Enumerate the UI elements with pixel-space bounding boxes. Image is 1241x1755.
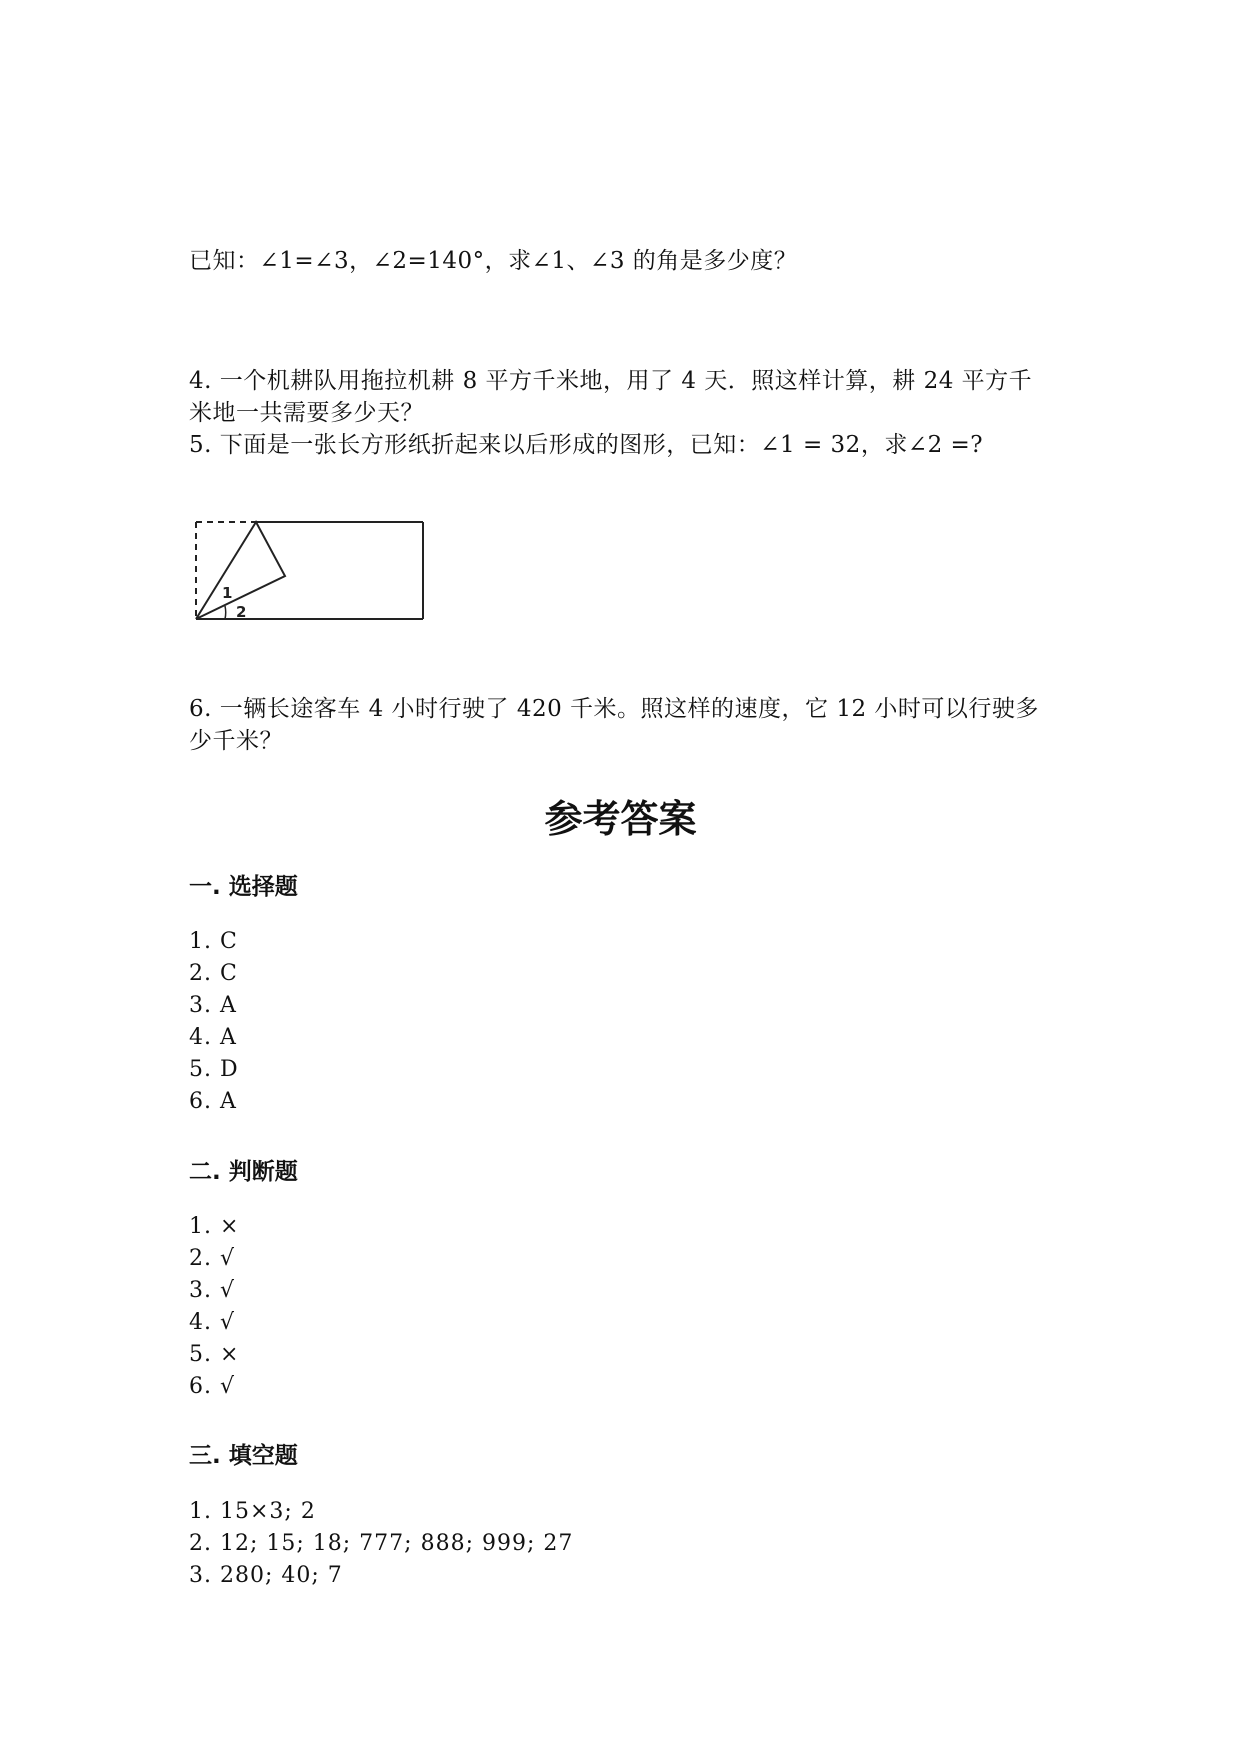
section2-answer: 6. √: [189, 1374, 236, 1399]
q4-line-1: 4. 一个机耕队用拖拉机耕 8 平方千米地，用了 4 天．照这样计算，耕 24 平方千: [189, 368, 1033, 394]
section2-heading: 二. 判断题: [189, 1159, 298, 1185]
section1-answer: 1. C: [189, 929, 238, 954]
section2-answer: 5. ×: [189, 1342, 240, 1367]
q3-text: 已知：∠1=∠3，∠2=140°，求∠1、∠3 的角是多少度？: [189, 248, 798, 274]
section3-answer: 1. 15×3; 2: [189, 1499, 316, 1524]
q4-line-2: 米地一共需要多少天？: [189, 400, 424, 426]
answers-title: 参考答案: [544, 797, 697, 841]
section3-answer: 3. 280; 40; 7: [189, 1563, 343, 1588]
q6-line-2: 少千米？: [189, 728, 283, 754]
section2-answer: 1. ×: [189, 1214, 240, 1239]
section1-answer: 6. A: [189, 1089, 237, 1114]
section1-answer: 2. C: [189, 961, 238, 986]
section2-answer: 4. √: [189, 1310, 236, 1335]
figure-angle-arc: [225, 606, 226, 619]
figure-label-1: 1: [222, 584, 233, 602]
figure-label-2: 2: [236, 603, 247, 621]
section1-answer: 4. A: [189, 1025, 237, 1050]
section1-heading: 一. 选择题: [189, 874, 298, 900]
folded-rectangle-figure: [193, 520, 433, 624]
section2-answer: 3. √: [189, 1278, 236, 1303]
section2-answer: 2. √: [189, 1246, 236, 1271]
section1-answer: 3. A: [189, 993, 237, 1018]
section3-answer: 2. 12; 15; 18; 777; 888; 999; 27: [189, 1531, 574, 1556]
q6-line-1: 6. 一辆长途客车 4 小时行驶了 420 千米。照这样的速度，它 12 小时可以行驶多: [189, 696, 1039, 722]
section1-answer: 5. D: [189, 1057, 239, 1082]
section3-heading: 三. 填空题: [189, 1443, 298, 1469]
q5-text: 5. 下面是一张长方形纸折起来以后形成的图形，已知：∠1 = 32，求∠2 =?: [189, 432, 984, 458]
figure-rectangle: [196, 522, 423, 619]
